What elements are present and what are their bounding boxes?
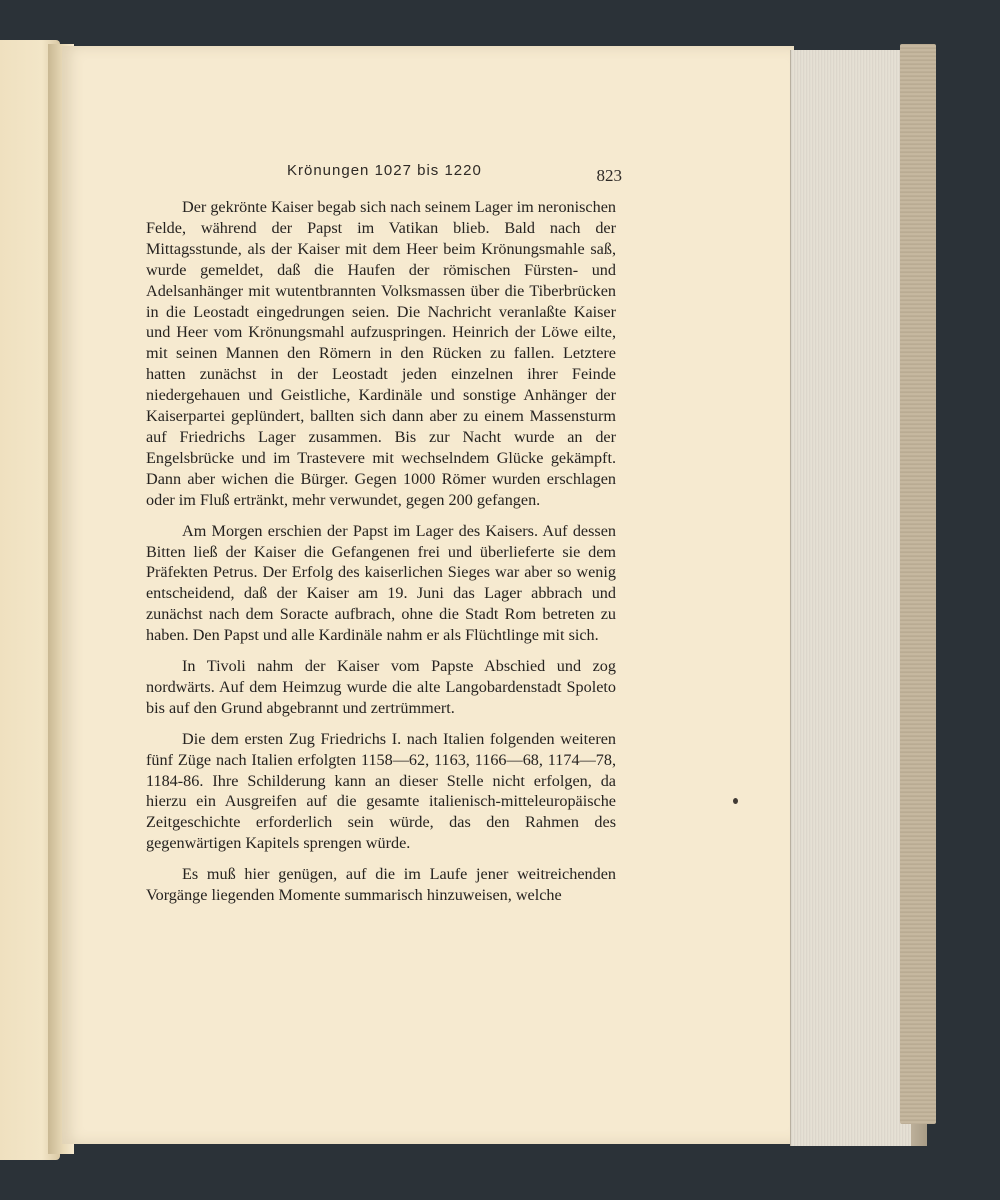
paragraph: Die dem ersten Zug Friedrichs I. nach Italien folgenden weiteren fünf Züge nach Italien erfolgten 1158—62, 1163, 1166—68, 1174—78, 1184-86. Ihre Schilderung kann an dieser Stelle nicht erfolgen, da hierzu ein Ausgreifen auf die gesamte italienisch-mitteleuropäische Zeitgeschichte erforderlich sein würde, das den Rahmen des gegenwärtigen Kapitels sprengen würde. bbox=[146, 729, 616, 853]
page-header bbox=[112, 162, 622, 192]
paragraph: Am Morgen erschien der Papst im Lager des Kaisers. Auf dessen Bitten ließ der Kaiser die Gefangenen frei und überlieferte sie dem Präfekten Petrus. Der Erfolg des kaiserlichen Sieges war aber so wenig entscheidend, daß der Kaiser am 19. Juni das Lager abbrach und zunächst nach dem Soracte aufbrach, ohne die Stadt Rom betreten zu haben. Den Papst und alle Kardinäle nahm er als Flüchtlinge mit sich. bbox=[146, 521, 616, 645]
paragraph: Der gekrönte Kaiser begab sich nach seinem Lager im neronischen Felde, während der Papst im Vatikan blieb. Bald nach der Mittagsstunde, als der Kaiser mit dem Heer beim Krönungsmahle saß, wurde gemeldet, daß die Haufen der römischen Fürsten- und Adelsanhänger mit wutentbrannten Volksmassen über die Tiberbrücken in die Leostadt eingedrungen seien. Die Nachricht veranlaßte Kaiser und Heer vom Krönungsmahl aufzuspringen. Heinrich der Löwe eilte, mit seinen Mannen den Römern in den Rücken zu fallen. Letztere hatten zunächst in der Leostadt jeden einzelnen ihrer Feinde niedergehauen und Geistliche, Kardinäle und sonstige Anhänger der Kaiserpartei geplündert, ballten sich dann aber zu einem Massensturm auf Friedrichs Lager zusammen. Bis zur Nacht wurde an der Engelsbrücke und im Trastevere mit wechselndem Glücke gekämpft. Dann aber wichen die Bürger. Gegen 1000 Römer wurden erschlagen oder im Fluß ertränkt, mehr verwundet, gegen 200 gefangen. bbox=[146, 198, 616, 509]
book-cover bbox=[900, 44, 936, 1124]
body-text bbox=[146, 197, 616, 916]
ink-spot bbox=[733, 798, 738, 804]
running-head: Krönungen 1027 bis 1220 bbox=[287, 162, 482, 179]
paragraph: Es muß hier genügen, auf die im Laufe jener weitreichenden Vorgänge liegenden Momente summarisch hinzuweisen, welche bbox=[146, 865, 616, 905]
paragraph: In Tivoli nahm der Kaiser vom Papste Abschied und zog nordwärts. Auf dem Heimzug wurde die alte Langobardenstadt Spoleto bis auf den Grund abgebrannt und zertrümmert. bbox=[146, 657, 616, 717]
page-number: 823 bbox=[596, 166, 622, 185]
